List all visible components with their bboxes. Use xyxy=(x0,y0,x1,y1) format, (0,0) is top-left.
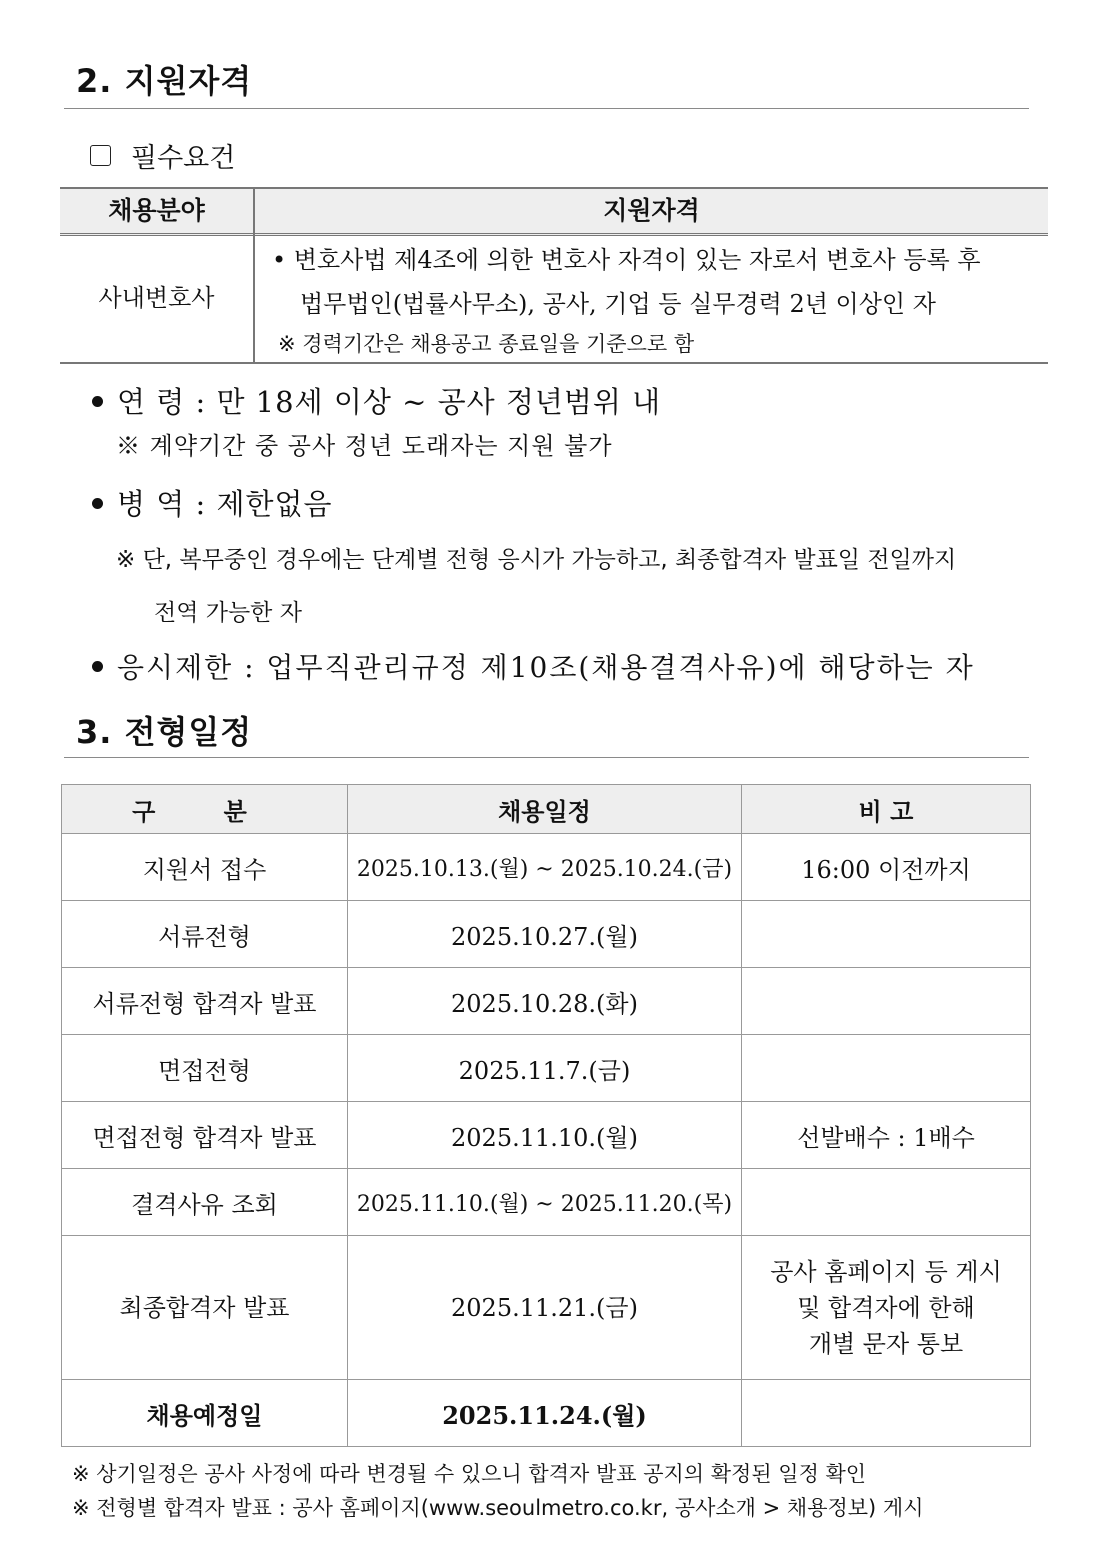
header-stage: 구 분 xyxy=(62,785,348,834)
date-cell: 2025.11.10.(월) ~ 2025.11.20.(목) xyxy=(348,1169,742,1236)
checkbox-icon xyxy=(90,145,111,166)
footnote-2: ※ 전형별 합격자 발표 : 공사 홈페이지(www.seoulmetro.co.kr, 공사소개 > 채용정보) 게시 xyxy=(72,1496,924,1520)
table-row xyxy=(62,1035,1031,1102)
stage-cell: 지원서 접수 xyxy=(62,834,348,901)
date-cell: 2025.11.10.(월) xyxy=(348,1102,742,1169)
header-field: 채용분야 xyxy=(108,196,205,225)
note-line: 및 합격자에 한해 xyxy=(797,1293,975,1322)
date-cell: 2025.10.27.(월) xyxy=(348,901,742,968)
footnote-1: ※ 상기일정은 공사 사정에 따라 변경될 수 있으니 합격자 발표 공지의 확정된 일정 확인 xyxy=(72,1462,867,1486)
date-cell: 2025.10.13.(월) ~ 2025.10.24.(금) xyxy=(348,834,742,901)
table-row xyxy=(62,834,1031,901)
bullet-icon xyxy=(92,396,103,407)
bullet-icon xyxy=(92,661,103,672)
date-cell: 2025.11.24.(월) xyxy=(348,1380,742,1447)
military-note-1: ※ 단, 복무중인 경우에는 단계별 전형 응시가 가능하고, 최종합격자 발표일 전일까지 xyxy=(116,547,957,573)
qualification-line-1: • 변호사법 제4조에 의한 변호사 자격이 있는 자로서 변호사 등록 후 xyxy=(272,246,981,274)
restriction-text: 응시제한 : 업무직관리규정 제10조(채용결격사유)에 해당하는 자 xyxy=(117,651,975,684)
section-2-title: 2. 지원자격 xyxy=(76,62,253,100)
header-note: 비 고 xyxy=(742,785,1031,834)
requirements-table-row xyxy=(60,234,1048,364)
section-2-rule xyxy=(64,108,1029,109)
header-date: 채용일정 xyxy=(348,785,742,834)
stage-cell: 최종합격자 발표 xyxy=(62,1236,348,1380)
table-row xyxy=(62,1236,1031,1380)
stage-cell: 면접전형 합격자 발표 xyxy=(62,1102,348,1169)
note-cell xyxy=(742,1236,1031,1380)
note-cell xyxy=(742,968,1031,1035)
military-item xyxy=(92,482,333,523)
note-cell: 16:00 이전까지 xyxy=(742,834,1031,901)
date-cell: 2025.10.28.(화) xyxy=(348,968,742,1035)
table-row xyxy=(62,1169,1031,1236)
table-row xyxy=(62,1102,1031,1169)
stage-cell: 면접전형 xyxy=(62,1035,348,1102)
date-cell: 2025.11.7.(금) xyxy=(348,1035,742,1102)
note-cell xyxy=(742,1169,1031,1236)
qualification-line-2: 법무법인(법률사무소), 공사, 기업 등 실무경력 2년 이상인 자 xyxy=(300,290,936,318)
section-3-title: 3. 전형일정 xyxy=(76,713,253,751)
stage-cell: 결격사유 조회 xyxy=(62,1169,348,1236)
age-text: 연 령 : 만 18세 이상 ~ 공사 정년범위 내 xyxy=(117,385,662,419)
restriction-item xyxy=(92,646,975,686)
stage-cell: 서류전형 xyxy=(62,901,348,968)
section-3-rule xyxy=(64,757,1029,758)
header-qualification: 지원자격 xyxy=(603,196,700,225)
field-cell: 사내변호사 xyxy=(98,284,215,312)
military-note-2: 전역 가능한 자 xyxy=(154,600,302,626)
note-line: 개별 문자 통보 xyxy=(808,1329,964,1358)
bullet-icon xyxy=(92,498,103,509)
subheading-label: 필수요건 xyxy=(131,143,236,174)
schedule-header-row xyxy=(62,785,1031,834)
date-cell: 2025.11.21.(금) xyxy=(348,1236,742,1380)
age-note: ※ 계약기간 중 공사 정년 도래자는 지원 불가 xyxy=(116,432,613,460)
age-item xyxy=(92,380,661,421)
stage-cell: 서류전형 합격자 발표 xyxy=(62,968,348,1035)
qualification-note: ※ 경력기간은 채용공고 종료일을 기준으로 함 xyxy=(278,332,695,356)
table-row xyxy=(62,901,1031,968)
schedule-table xyxy=(61,784,1031,1447)
table-row xyxy=(62,968,1031,1035)
military-text: 병 역 : 제한없음 xyxy=(117,487,333,521)
note-cell xyxy=(742,1380,1031,1447)
required-conditions-heading xyxy=(90,136,235,175)
stage-cell: 채용예정일 xyxy=(62,1380,348,1447)
note-cell xyxy=(742,1035,1031,1102)
requirements-table-header xyxy=(60,187,1048,236)
table-row xyxy=(62,1380,1031,1447)
note-line: 공사 홈페이지 등 게시 xyxy=(770,1257,1002,1286)
note-cell: 선발배수 : 1배수 xyxy=(742,1102,1031,1169)
note-cell xyxy=(742,901,1031,968)
